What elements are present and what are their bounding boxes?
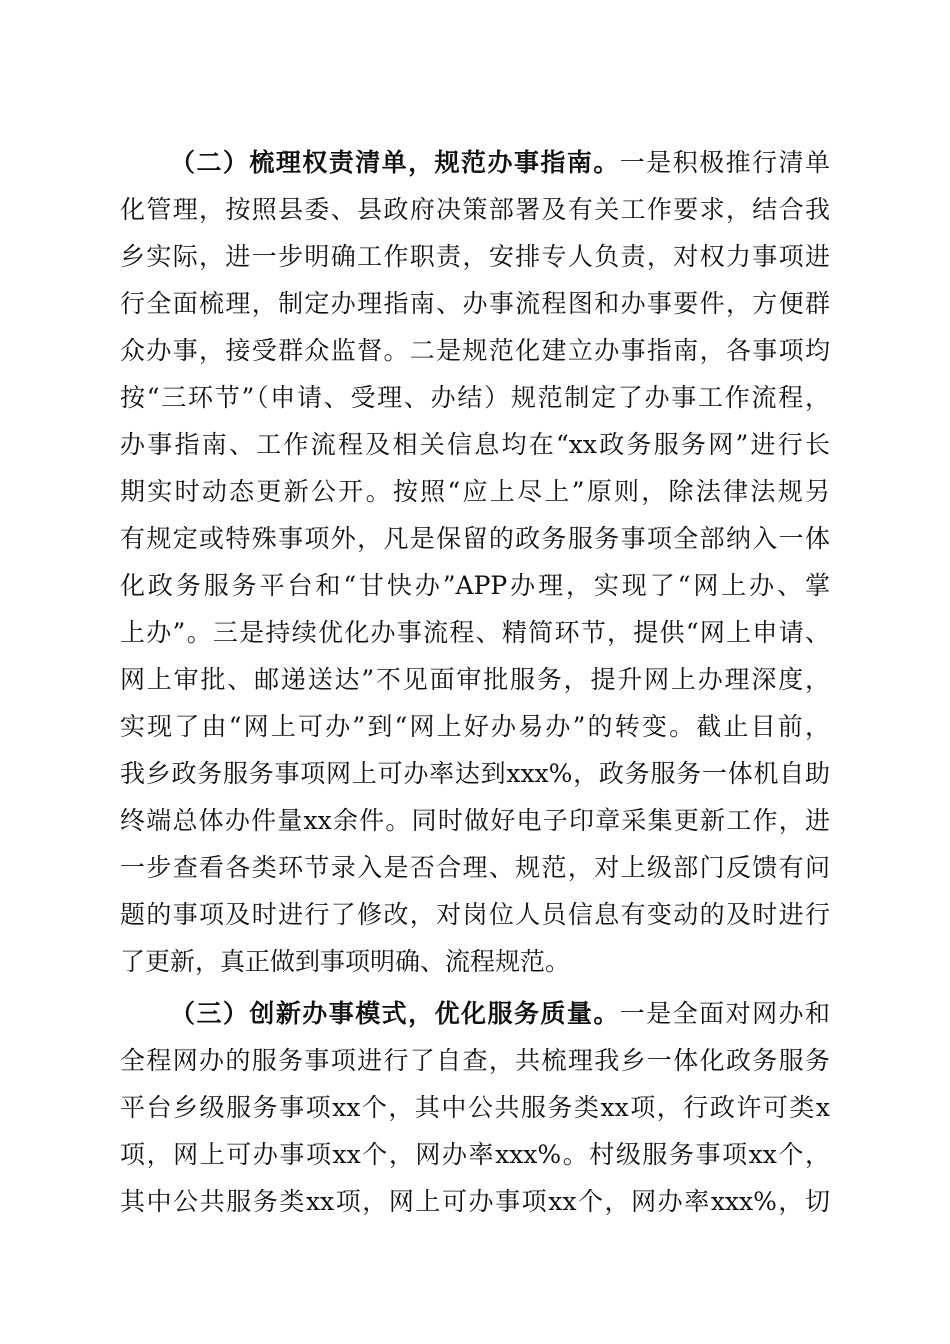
paragraph-line: 行全面梳理，制定办理指南、办事流程图和办事要件，方便群 [120,289,830,318]
paragraph-line: 按“三环节”（申请、受理、办结）规范制定了办事工作流程， [120,383,830,412]
paragraph-line: 了更新，真正做到事项明确、流程规范。 [120,947,571,976]
paragraph-text: 一是积极推行清单 [619,148,830,177]
paragraph-line: 题的事项及时进行了修改，对岗位人员信息有变动的及时进行 [120,900,830,929]
paragraph-line: 实现了由“网上可办”到“网上好办易办”的转变。截止目前， [120,712,830,741]
paragraph-line: 期实时动态更新公开。按照“应上尽上”原则，除法律法规另 [120,477,830,506]
paragraph-line: 上办”。三是持续优化办事流程、精简环节，提供“网上申请、 [120,618,830,647]
paragraph-line: 我乡政务服务事项网上可办率达到xxx%，政务服务一体机自助 [120,759,830,788]
document-body [120,139,830,1225]
paragraph-line: 乡实际，进一步明确工作职责，安排专人负责，对权力事项进 [120,242,830,271]
paragraph-line: 化管理，按照县委、县政府决策部署及有关工作要求，结合我 [120,195,830,224]
section-heading: （二）梳理权责清单，规范办事指南。 [170,148,620,177]
paragraph-line: 化政务服务平台和“甘快办”APP办理，实现了“网上办、掌 [120,571,830,600]
paragraph-line: 网上审批、邮递送达”不见面审批服务，提升网上办理深度， [120,665,830,694]
paragraph-line: 全程网办的服务事项进行了自查，共梳理我乡一体化政务服务 [120,1046,830,1075]
paragraph-line: 办事指南、工作流程及相关信息均在“xx政务服务网”进行长 [120,430,830,459]
paragraph-line: 其中公共服务类xx项，网上可办事项xx个，网办率xxx%，切 [120,1187,830,1216]
paragraph-line: 众办事，接受群众监督。二是规范化建立办事指南，各事项均 [120,336,830,365]
paragraph-line: 有规定或特殊事项外，凡是保留的政务服务事项全部纳入一体 [120,524,830,553]
paragraph-text: 一是全面对网办和 [619,999,830,1028]
paragraph-line: 一步查看各类环节录入是否合理、规范，对上级部门反馈有问 [120,853,830,882]
paragraph-line [120,139,830,186]
paragraph-line: 终端总体办件量xx余件。同时做好电子印章采集更新工作，进 [120,806,830,835]
paragraph-line: 项，网上可办事项xx个，网办率xxx%。村级服务事项xx个， [120,1140,830,1169]
paragraph-line: 平台乡级服务事项xx个，其中公共服务类xx项，行政许可类x [120,1093,830,1122]
paragraph-line [120,990,830,1037]
section-heading: （三）创新办事模式，优化服务质量。 [170,999,620,1028]
